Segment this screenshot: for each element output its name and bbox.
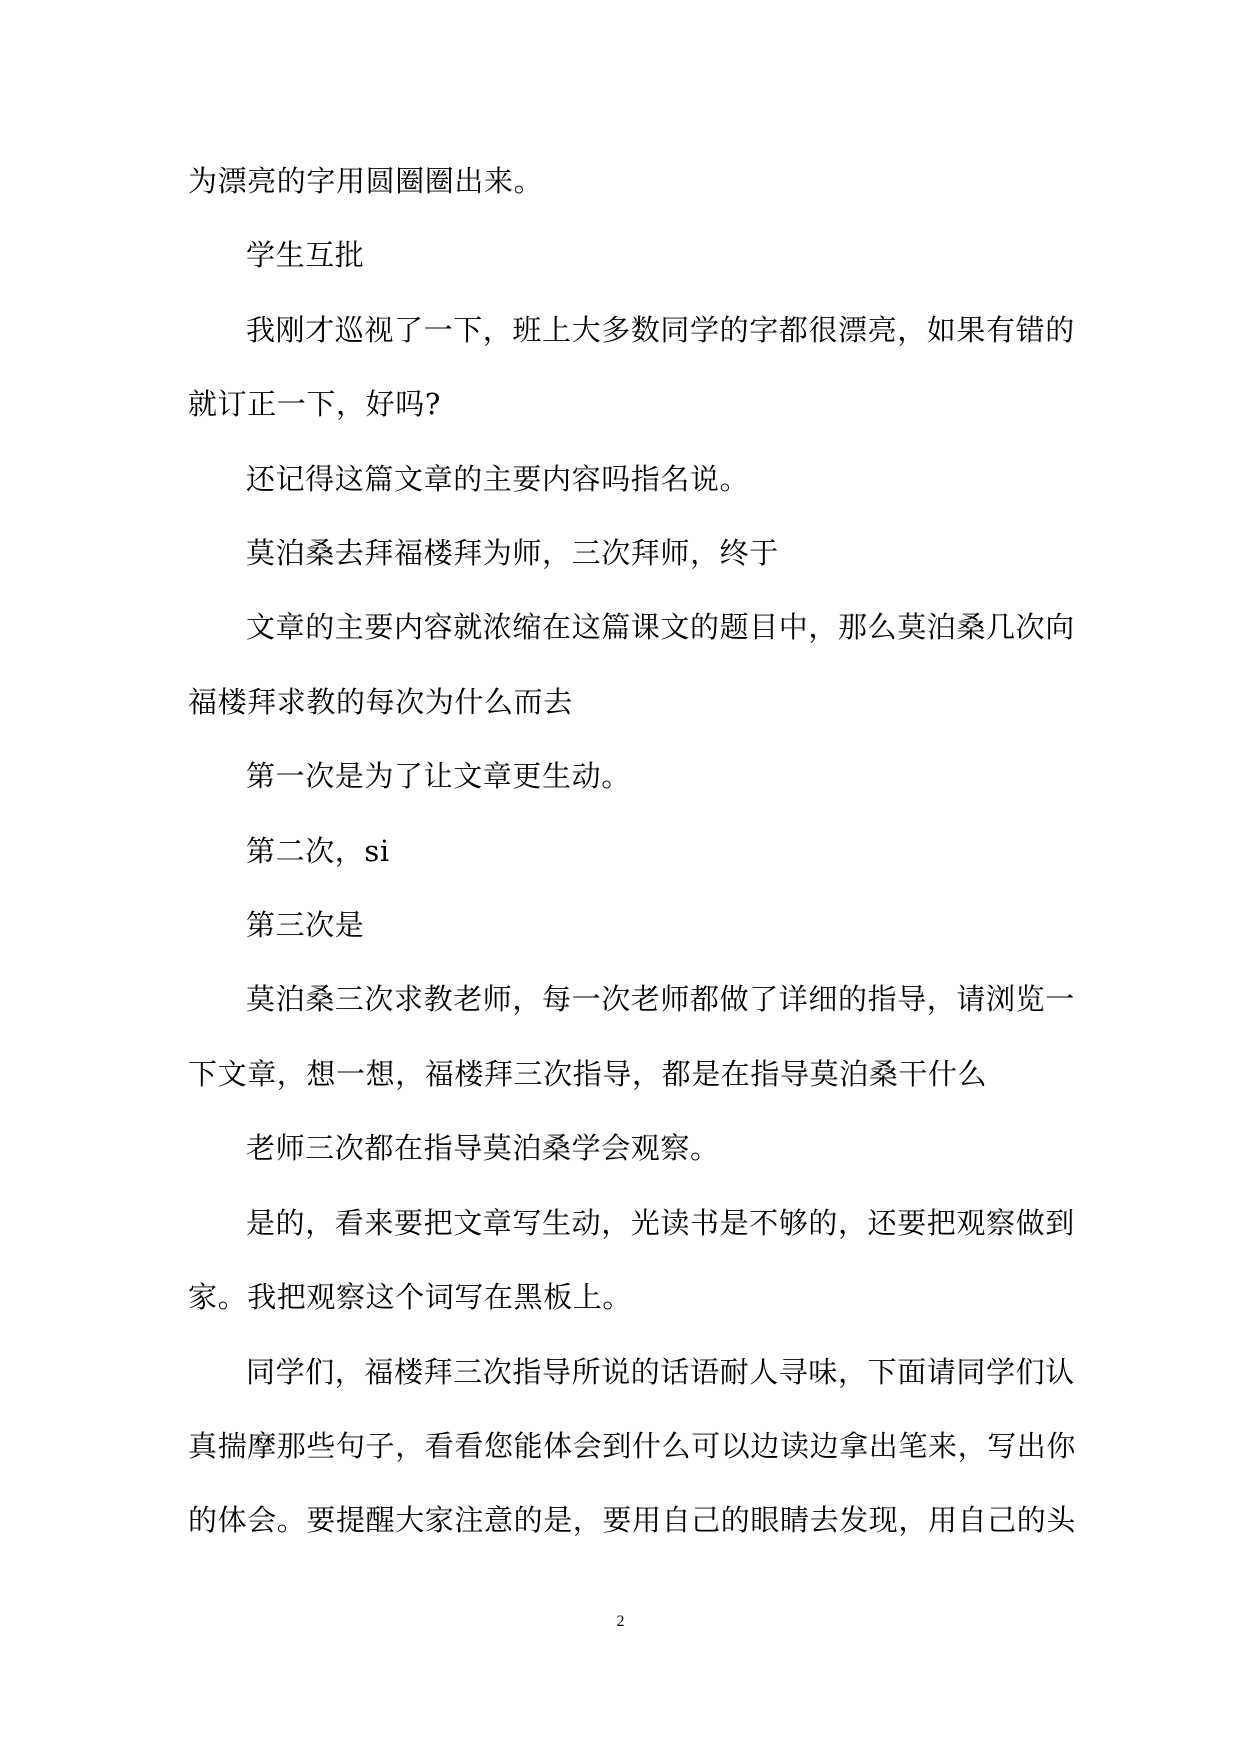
document-body xyxy=(188,144,1077,1558)
paragraph-line: 莫泊桑三次求教老师，每一次老师都做了详细的指导，请浏览一 xyxy=(246,982,1075,1017)
paragraph-line: 莫泊桑去拜福楼拜为师，三次拜师，终于 xyxy=(246,536,779,571)
paragraph-line: 就订正一下，好吗? xyxy=(188,387,441,422)
paragraph-line: 为漂亮的字用圆圈圈出来。 xyxy=(188,164,544,198)
paragraph-line: 第二次，si xyxy=(246,833,390,868)
paragraph-line: 同学们，福楼拜三次指导所说的话语耐人寻味，下面请同学们认 xyxy=(246,1354,1075,1389)
paragraph-line: 第三次是 xyxy=(246,908,365,943)
paragraph-line: 的体会。要提醒大家注意的是，要用自己的眼睛去发现，用自己的头 xyxy=(188,1503,1077,1538)
paragraph-line: 老师三次都在指导莫泊桑学会观察。 xyxy=(246,1131,720,1166)
page-number: 2 xyxy=(616,1613,625,1630)
paragraph-line: 我刚才巡视了一下，班上大多数同学的字都很漂亮，如果有错的 xyxy=(246,312,1075,347)
paragraph-line: 家。我把观察这个词写在黑板上。 xyxy=(188,1280,633,1315)
paragraph-line: 文章的主要内容就浓缩在这篇课文的题目中，那么莫泊桑几次向 xyxy=(246,610,1075,645)
paragraph-line: 学生互批 xyxy=(246,238,365,273)
paragraph-line: 福楼拜求教的每次为什么而去 xyxy=(188,684,573,719)
paragraph-line: 下文章，想一想，福楼拜三次指导，都是在指导莫泊桑干什么 xyxy=(188,1056,988,1091)
paragraph-line: 第一次是为了让文章更生动。 xyxy=(246,759,631,794)
paragraph-line: 是的，看来要把文章写生动，光读书是不够的，还要把观察做到 xyxy=(246,1205,1075,1240)
paragraph-line: 还记得这篇文章的主要内容吗指名说。 xyxy=(246,461,750,496)
paragraph-line: 真揣摩那些句子，看看您能体会到什么可以边读边拿出笔来，写出你 xyxy=(188,1428,1077,1463)
